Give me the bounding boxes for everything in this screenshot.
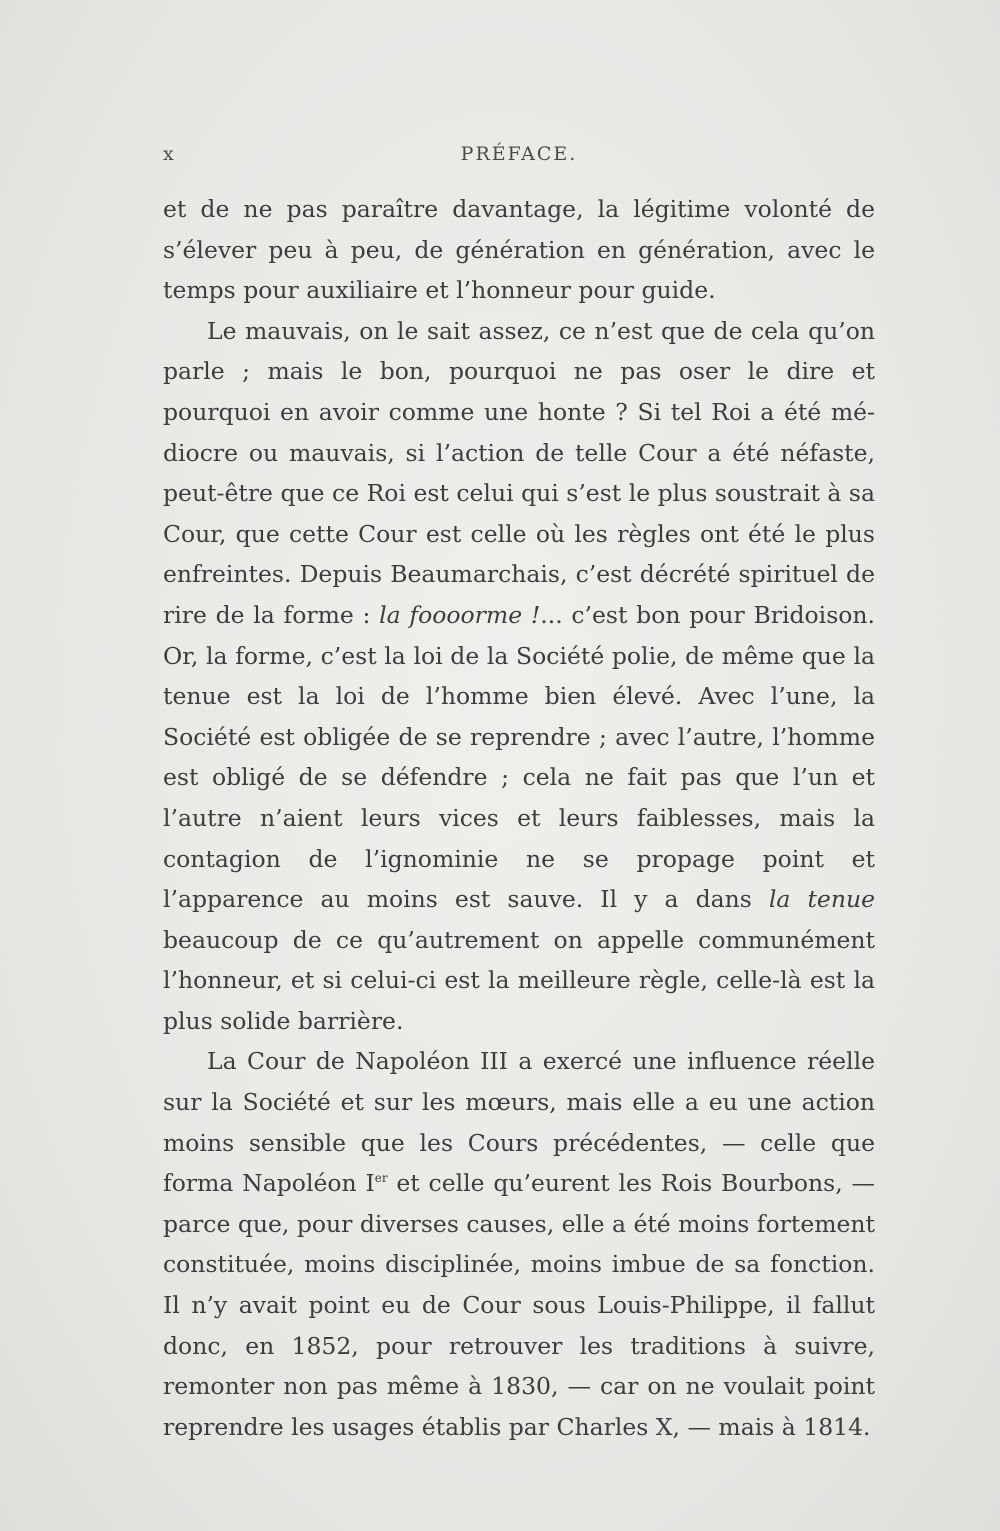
- body-text: [163, 189, 875, 1447]
- text-run: Le mauvais, on le sait assez, ce n’est que de cela qu’on parle ; mais le bon, pourquoi ne pas oser le dire et pourquoi en avoir comme une honte ? Si tel Roi a été médiocre ou mauvais, si l’action de telle Cour a été néfaste, peut-être que ce Roi est celui qui s’est le plus soustrait à sa Cour, que cette Cour est celle où les règles ont été le plus enfreintes. Depuis Beaumarchais, c’est décrété spirituel de rire de la forme :: [163, 316, 875, 629]
- text-run: La Cour de Napoléon III a exercé une influence réelle sur la Société et sur les mœurs, mais elle a eu une action moins sensible que les Cours précédentes, — celle que forma Napoléon I: [163, 1047, 875, 1198]
- paragraph: [163, 1041, 875, 1447]
- text-run: et celle qu’eurent les Rois Bourbons, — parce que, pour diverses causes, elle a été moins fortement constituée, moins disciplinée, moins imbue de sa fonction. Il n’y avait point eu de Cour sous Louis-Philippe, il fallut donc, en 1852, pour retrouver les traditions à suivre, remonter non pas même à 1830, — car on ne voulait point reprendre les usages établis par Charles X, — mais à 1814.: [163, 1169, 875, 1441]
- page-number: x: [163, 143, 175, 165]
- text-run: ... c’est bon pour Bridoison. Or, la forme, c’est la loi de la Société polie, de même que la tenue est la loi de l’homme bien élevé. Avec l’une, la Société est obligée de se reprendre ; avec l’autre, l’homme est obligé de se défendre ; cela ne fait pas que l’un et l’autre n’aient leurs vices et leurs faiblesses, mais la contagion de l’ignominie ne se propage point et l’apparence au moins est sauve. Il y a dans: [163, 600, 876, 914]
- italic-text: la tenue: [768, 885, 875, 914]
- paragraph: [163, 311, 875, 1042]
- text-run: beaucoup de ce qu’autrement on appelle communément l’honneur, et si celui-ci est la meilleure règle, celle-là est la plus solide barrière.: [163, 925, 875, 1035]
- text-run: et de ne pas paraître davantage, la légitime volonté de s’élever peu à peu, de génération en génération, avec le temps pour auxiliaire et l’honneur pour guide.: [163, 195, 875, 305]
- running-head: PRÉFACE.: [460, 143, 578, 165]
- page-header: [163, 143, 875, 173]
- italic-text: la foooorme !: [379, 600, 541, 629]
- superscript-text: er: [374, 1171, 388, 1186]
- paragraph: [163, 189, 875, 311]
